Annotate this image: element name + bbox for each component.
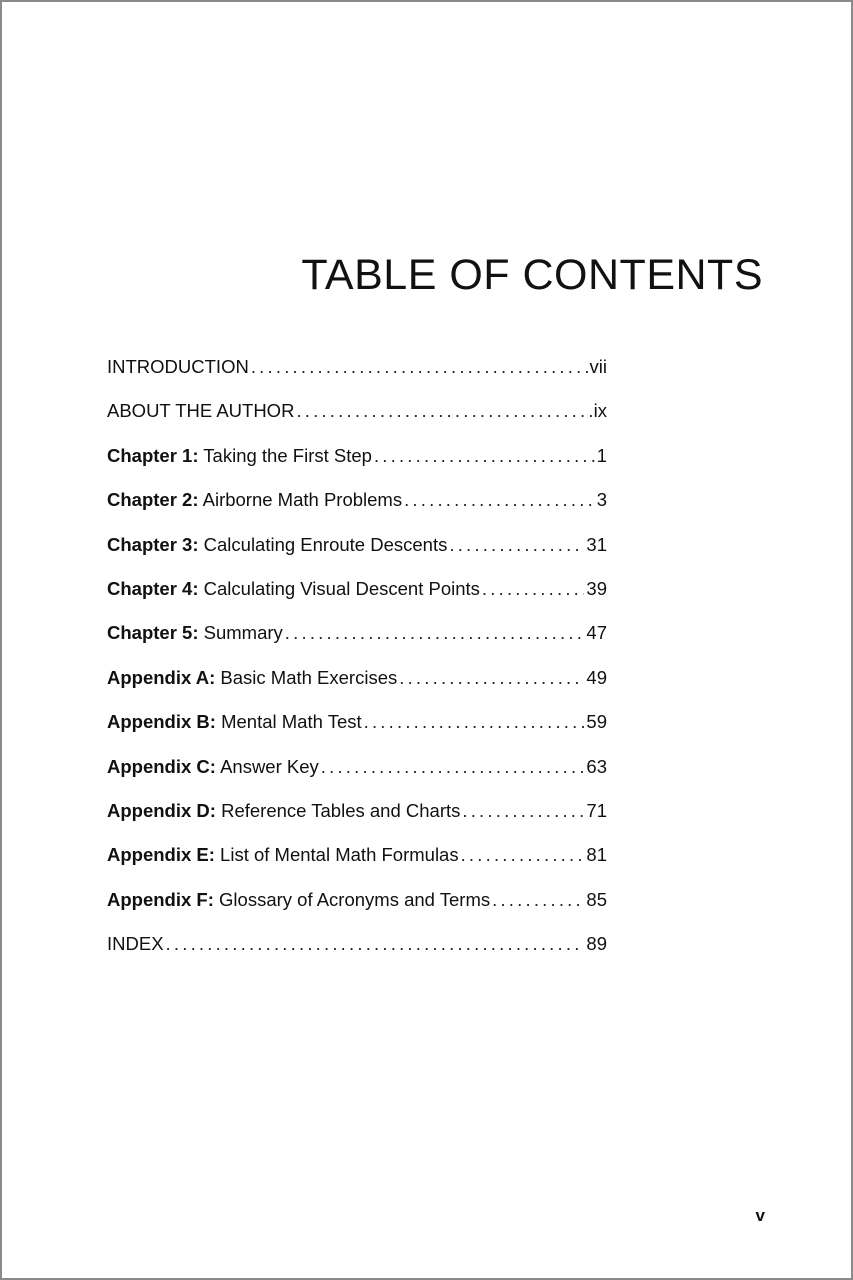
toc-entry-page: 63 [586, 755, 607, 777]
dot-leader [399, 656, 584, 700]
toc-entry-label [107, 833, 459, 877]
toc-entry-prefix: Chapter 4: [107, 577, 199, 599]
dot-leader [296, 389, 591, 433]
toc-entry-label [107, 700, 362, 744]
toc-entry [107, 478, 607, 522]
toc-entry-title: Reference Tables and Charts [215, 799, 461, 821]
toc-entry-label [107, 656, 397, 700]
toc-entry-title: ABOUT THE AUTHOR [107, 400, 295, 422]
dot-leader [251, 345, 588, 389]
toc-entry-title: INTRODUCTION [107, 356, 249, 377]
table-of-contents [107, 345, 607, 966]
toc-entry-title: Basic Math Exercises [215, 666, 398, 688]
toc-entry-page: 3 [596, 489, 607, 511]
dot-leader [449, 523, 584, 567]
toc-entry [107, 434, 607, 478]
toc-entry-page: 49 [586, 666, 607, 688]
dot-leader [461, 833, 585, 877]
toc-entry-page: ix [593, 400, 607, 422]
toc-entry-title: Calculating Enroute Descents [198, 533, 448, 555]
toc-entry-title: Answer Key [215, 755, 319, 777]
dot-leader [482, 567, 585, 611]
toc-entry-page: 1 [596, 444, 607, 466]
toc-entry-label [107, 878, 490, 922]
dot-leader [492, 878, 584, 922]
toc-entry-page: 89 [586, 933, 607, 955]
toc-entry-prefix: Appendix B: [107, 711, 216, 733]
toc-entry-prefix: Appendix C: [107, 755, 216, 777]
toc-entry [107, 745, 607, 789]
dot-leader [364, 700, 585, 744]
toc-entry-label [107, 922, 164, 966]
toc-entry-title: List of Mental Math Formulas [214, 844, 459, 866]
toc-entry-page: 59 [586, 711, 607, 733]
toc-entry [107, 922, 607, 966]
toc-entry-page: 31 [586, 533, 607, 555]
toc-entry-label [107, 478, 402, 522]
toc-entry [107, 656, 607, 700]
dot-leader [404, 478, 595, 522]
page-title: TABLE OF CONTENTS [301, 251, 763, 299]
toc-entry [107, 611, 607, 655]
toc-entry-title: Mental Math Test [215, 711, 362, 733]
toc-entry-prefix: Chapter 1: [107, 444, 199, 466]
toc-entry-prefix: Appendix D: [107, 799, 216, 821]
toc-entry-title: Taking the First Step [198, 444, 372, 466]
toc-entry-page: 39 [586, 577, 607, 599]
toc-entry [107, 878, 607, 922]
toc-entry-prefix: Appendix F: [107, 888, 214, 910]
toc-entry-page: 71 [586, 799, 607, 821]
toc-entry-prefix: Chapter 2: [107, 489, 199, 511]
toc-entry-title: Airborne Math Problems [198, 489, 403, 511]
page-number: v [755, 1206, 765, 1225]
toc-entry-label [107, 745, 319, 789]
toc-entry [107, 389, 607, 433]
toc-entry-prefix: Chapter 5: [107, 622, 199, 644]
toc-entry [107, 523, 607, 567]
toc-entry-title: INDEX [107, 933, 164, 955]
toc-entry-page: 81 [586, 844, 607, 866]
toc-entry-label [107, 523, 447, 567]
toc-entry [107, 345, 607, 389]
toc-entry-title: Summary [198, 622, 283, 644]
toc-entry-label [107, 567, 480, 611]
toc-entry-page: 47 [586, 622, 607, 644]
toc-entry [107, 789, 607, 833]
toc-entry-label [107, 611, 283, 655]
toc-entry-label [107, 389, 294, 433]
dot-leader [321, 745, 585, 789]
toc-entry-label [107, 434, 372, 478]
toc-entry-label [107, 345, 249, 389]
dot-leader [462, 789, 584, 833]
toc-entry-page: vii [589, 356, 607, 377]
toc-entry-prefix: Appendix A: [107, 666, 216, 688]
toc-entry [107, 700, 607, 744]
toc-entry-page: 85 [586, 888, 607, 910]
toc-entry-label [107, 789, 460, 833]
toc-entry-prefix: Chapter 3: [107, 533, 199, 555]
dot-leader [166, 922, 585, 966]
dot-leader [285, 611, 585, 655]
toc-entry [107, 833, 607, 877]
dot-leader [374, 434, 595, 478]
toc-entry [107, 567, 607, 611]
toc-entry-title: Glossary of Acronyms and Terms [213, 888, 491, 910]
toc-entry-prefix: Appendix E: [107, 844, 215, 866]
toc-entry-title: Calculating Visual Descent Points [198, 577, 480, 599]
